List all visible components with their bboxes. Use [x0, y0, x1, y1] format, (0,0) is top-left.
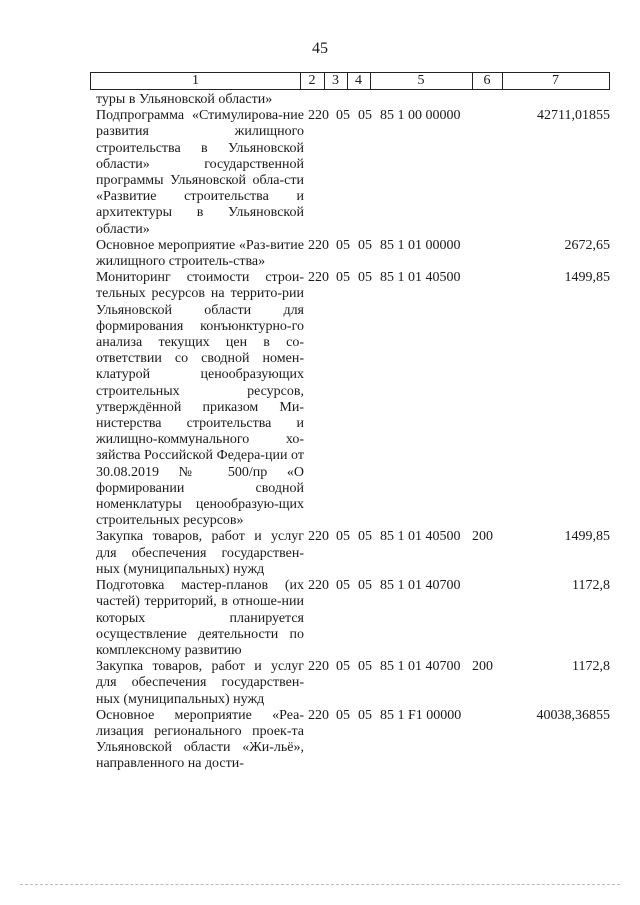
row-amount: 42711,01855 — [537, 108, 610, 124]
row-code-4: 05 — [358, 270, 372, 286]
row-name: Мониторинг стоимости строи-тельных ресурсов на террито-рии Ульяновской области для формирования конъюнктурно-го анализа текущих цен в со-ответствии со сводной номен-клатурой ценообразующих строительных ресурсов, утверждённой приказом Ми-нистерства строительства и жилищно-коммунального хо-зяйства Российской Федера-ции от 30.08.2019 № 500/пр «О формировании сводной номенклатуры ценообразую-щих строительных ресурсов» — [96, 270, 304, 529]
table-row — [96, 92, 610, 108]
row-code-4 — [358, 92, 380, 108]
row-name: Закупка товаров, работ и услуг для обеспечения государствен-ных (муниципальных) нужд — [96, 529, 304, 577]
row-code-5: 85 1 01 40500 — [380, 529, 461, 545]
header-col-1: 1 — [91, 73, 301, 89]
row-code-3 — [336, 92, 358, 108]
row-code-4: 05 — [358, 529, 372, 545]
header-col-6: 6 — [472, 73, 503, 89]
row-code-6 — [472, 708, 500, 773]
row-code-5: 85 1 00 00000 — [380, 108, 461, 124]
row-code-6 — [472, 108, 500, 238]
row-code-3: 05 — [336, 707, 350, 723]
row-code-6 — [472, 578, 500, 659]
row-code-2 — [308, 92, 336, 108]
table-row — [96, 270, 610, 529]
row-code-6 — [472, 92, 500, 108]
row-amount: 2672,65 — [564, 237, 610, 253]
row-code-4: 05 — [358, 108, 372, 124]
row-code-2: 220 — [308, 578, 329, 594]
row-name: Основное мероприятие «Раз-витие жилищного строитель-ства» — [96, 237, 304, 270]
row-name: Подготовка мастер-планов (их частей) территорий, в отноше-нии которых планируется осуществление деятельности по комплексному развитию — [96, 578, 304, 658]
row-code-3: 05 — [336, 659, 350, 675]
page-number: 45 — [312, 40, 328, 57]
row-code-2: 220 — [308, 108, 329, 124]
row-amount: 1499,85 — [564, 270, 610, 286]
table-row — [96, 708, 610, 773]
header-col-4: 4 — [347, 73, 371, 89]
table-header — [90, 72, 610, 90]
row-code-5: 85 1 01 40700 — [380, 659, 461, 675]
row-code-2: 220 — [308, 659, 329, 675]
row-code-6: 200 — [472, 529, 493, 545]
row-code-4: 05 — [358, 707, 372, 723]
row-code-2: 220 — [308, 237, 329, 253]
row-code-5: 85 1 01 40500 — [380, 270, 461, 286]
row-code-3: 05 — [336, 108, 350, 124]
header-col-2: 2 — [300, 73, 325, 89]
row-code-6 — [472, 238, 500, 270]
table-row — [96, 108, 610, 238]
row-code-3: 05 — [336, 237, 350, 253]
row-amount: 1172,8 — [572, 659, 610, 675]
row-code-4: 05 — [358, 659, 372, 675]
row-code-4: 05 — [358, 578, 372, 594]
row-code-5: 85 1 01 40700 — [380, 578, 461, 594]
table-row — [96, 578, 610, 659]
row-code-5 — [380, 92, 472, 108]
page-edge-divider — [20, 884, 620, 885]
row-code-6 — [472, 270, 500, 529]
table-row — [96, 238, 610, 270]
table-row — [96, 529, 610, 578]
row-code-5: 85 1 01 00000 — [380, 237, 461, 253]
row-amount: 1499,85 — [564, 529, 610, 545]
row-code-4: 05 — [358, 237, 372, 253]
header-col-5: 5 — [370, 73, 473, 89]
header-col-7: 7 — [552, 73, 559, 88]
row-code-2: 220 — [308, 529, 329, 545]
row-code-3: 05 — [336, 529, 350, 545]
table-body — [96, 92, 610, 773]
row-name: Основное мероприятие «Реа-лизация регионального проек-та Ульяновской области «Жи-льё», направленного на дости- — [96, 707, 304, 772]
row-code-2: 220 — [308, 707, 329, 723]
row-amount: 40038,36855 — [536, 707, 610, 723]
row-name: туры в Ульяновской области» — [96, 92, 273, 107]
row-name: Подпрограмма «Стимулирова-ние развития жилищного строительства в Ульяновской области» государственной программы Ульяновской обла-сти «Развитие строительства и архитектуры в Ульяновской области» — [96, 108, 304, 237]
row-amount: 1172,8 — [572, 578, 610, 594]
row-amount — [500, 92, 610, 108]
header-col-3: 3 — [324, 73, 348, 89]
row-name: Закупка товаров, работ и услуг для обеспечения государствен-ных (муниципальных) нужд — [96, 659, 304, 707]
row-code-5: 85 1 F1 00000 — [380, 707, 462, 723]
table-row — [96, 659, 610, 708]
row-code-3: 05 — [336, 270, 350, 286]
row-code-6: 200 — [472, 659, 493, 675]
row-code-3: 05 — [336, 578, 350, 594]
row-code-2: 220 — [308, 270, 329, 286]
